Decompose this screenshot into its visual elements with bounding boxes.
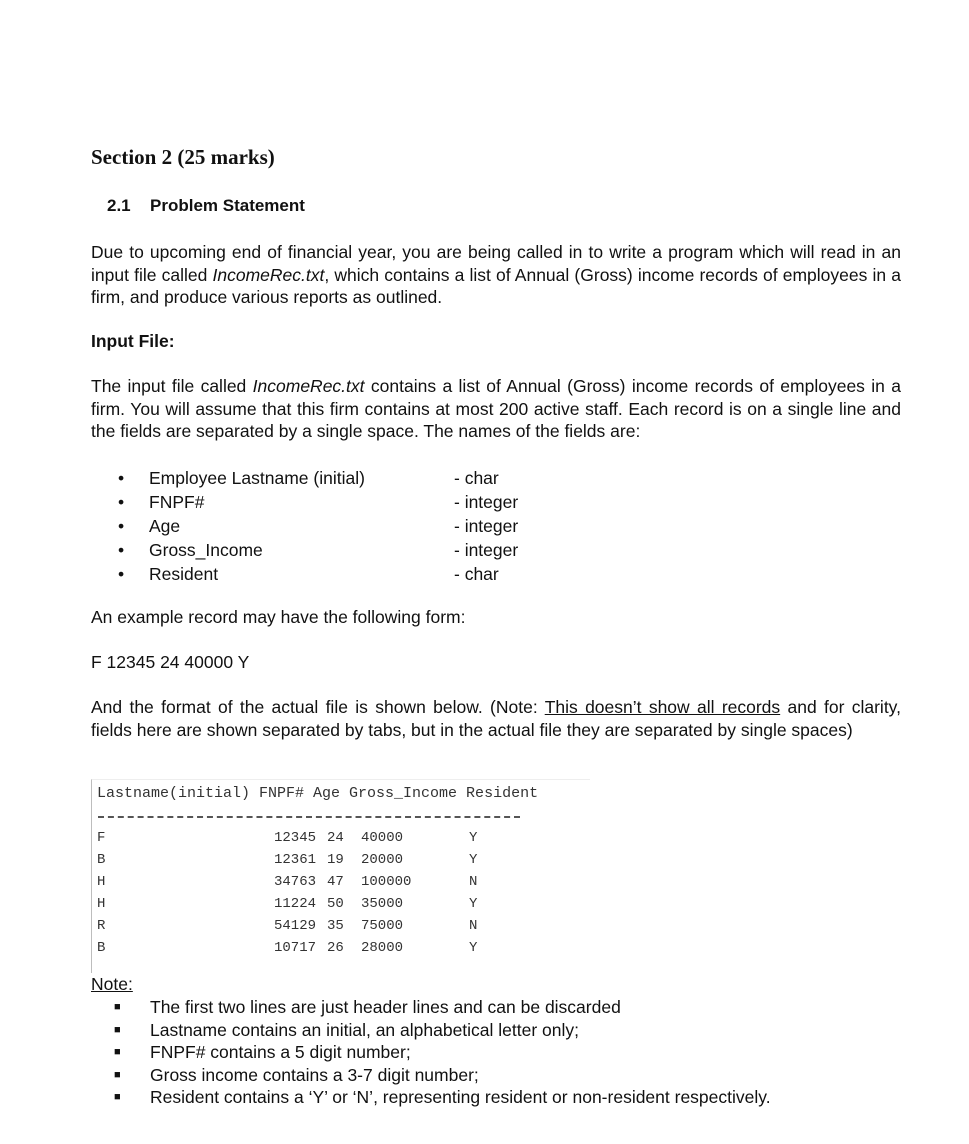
field-list <box>118 466 518 586</box>
field-name: Resident <box>149 564 219 584</box>
subsection-title <box>107 196 305 216</box>
cell-age: 50 <box>327 896 344 912</box>
format-text-before: And the format of the actual file is shown below. (Note: <box>91 697 545 717</box>
note-label: Note: <box>91 974 133 994</box>
bullet-icon: • <box>118 516 125 536</box>
table-row <box>92 940 590 962</box>
note-text: FNPF# contains a 5 digit number; <box>150 1042 411 1062</box>
cell-gross: 28000 <box>361 940 404 956</box>
note-text: Gross income contains a 3-7 digit number; <box>150 1064 479 1085</box>
cell-fnpf: 54129 <box>274 918 317 934</box>
note-text: The first two lines are just header lines and can be discarded <box>150 997 621 1017</box>
list-item <box>114 1086 771 1109</box>
cell-lastname: B <box>97 940 106 956</box>
note-text: Lastname contains an initial, an alphabetical letter only; <box>150 1019 580 1040</box>
cell-resident: Y <box>469 852 478 868</box>
subsection-label: Problem Statement <box>150 196 305 215</box>
intro-text-after: , which contains a list of Annual (Gross) income records of employees in a firm, and produce various reports as outlined. <box>91 264 901 307</box>
table-row <box>92 896 590 918</box>
cell-lastname: H <box>97 874 106 890</box>
table-row <box>92 874 590 896</box>
table-row <box>92 852 590 874</box>
cell-lastname: B <box>97 852 106 868</box>
list-item <box>114 1064 771 1087</box>
square-bullet-icon: ■ <box>114 1001 121 1013</box>
field-type: - char <box>454 468 499 488</box>
intro-text-before: Due to upcoming end of financial year, you are being called in to write a program which will read in an input file called <box>91 242 901 285</box>
file-sample-box <box>91 779 590 973</box>
list-item <box>114 1041 771 1064</box>
example-intro: An example record may have the following form: <box>91 607 466 627</box>
cell-gross: 35000 <box>361 896 404 912</box>
input-file-paragraph <box>91 375 901 443</box>
input-text-before: The input file called <box>91 376 253 396</box>
field-name: Age <box>149 516 181 536</box>
cell-age: 19 <box>327 852 344 868</box>
cell-age: 35 <box>327 918 344 934</box>
cell-gross: 20000 <box>361 852 404 868</box>
bullet-icon: • <box>118 468 125 488</box>
subsection-number: 2.1 <box>107 196 131 215</box>
list-item <box>118 490 518 514</box>
field-type: - integer <box>454 516 519 536</box>
note-text: Resident contains a ‘Y’ or ‘N’, representing resident or non-resident respectively. <box>150 1087 771 1107</box>
cell-resident: Y <box>469 940 478 956</box>
field-name: Employee Lastname (initial) <box>149 468 365 488</box>
input-filename: IncomeRec.txt <box>252 376 365 396</box>
cell-fnpf: 10717 <box>274 940 317 956</box>
square-bullet-icon: ■ <box>114 1046 121 1058</box>
cell-age: 24 <box>327 830 344 846</box>
cell-fnpf: 34763 <box>274 874 317 890</box>
table-row <box>92 918 590 940</box>
list-item <box>118 562 518 586</box>
file-sample-header: Lastname(initial) FNPF# Age Gross_Income Resident <box>97 785 539 802</box>
list-item <box>118 514 518 538</box>
cell-fnpf: 11224 <box>274 896 317 912</box>
cell-resident: Y <box>469 830 478 846</box>
intro-filename: IncomeRec.txt <box>212 264 325 285</box>
format-text-after: and for clarity, fields here are shown separated by tabs, but in the actual file they are separated by single spaces) <box>91 697 901 740</box>
cell-lastname: R <box>97 918 106 934</box>
bullet-icon: • <box>118 492 125 512</box>
square-bullet-icon: ■ <box>114 1068 121 1081</box>
cell-fnpf: 12361 <box>274 852 317 868</box>
cell-fnpf: 12345 <box>274 830 317 846</box>
example-record: F 12345 24 40000 Y <box>91 652 250 672</box>
cell-resident: N <box>469 918 478 934</box>
file-sample-divider <box>98 816 520 818</box>
input-text-after: contains a list of Annual (Gross) income records of employees in a firm. You will assume that this firm contains at most 200 active staff. Each record is on a single line and the fields are separated by a single space. The names of the fields are: <box>91 376 902 441</box>
list-item <box>118 538 518 562</box>
input-file-heading: Input File: <box>91 331 175 351</box>
field-type: - char <box>454 564 499 584</box>
cell-gross: 75000 <box>361 918 404 934</box>
cell-lastname: F <box>97 830 106 846</box>
cell-lastname: H <box>97 896 106 912</box>
list-item <box>114 1019 771 1042</box>
intro-paragraph <box>91 241 901 309</box>
field-name: Gross_Income <box>149 540 263 560</box>
list-item <box>118 466 518 490</box>
bullet-icon: • <box>118 564 125 584</box>
cell-gross: 100000 <box>361 874 412 890</box>
section-title: Section 2 (25 marks) <box>91 145 275 169</box>
cell-resident: Y <box>469 896 478 912</box>
table-row <box>92 830 590 852</box>
cell-age: 26 <box>327 940 344 956</box>
square-bullet-icon: ■ <box>114 1091 121 1103</box>
cell-gross: 40000 <box>361 830 404 846</box>
square-bullet-icon: ■ <box>114 1023 121 1036</box>
cell-resident: N <box>469 874 478 890</box>
format-underlined: This doesn’t show all records <box>544 697 781 717</box>
bullet-icon: • <box>118 540 125 560</box>
field-type: - integer <box>454 492 519 512</box>
field-type: - integer <box>454 540 519 560</box>
list-item <box>114 996 771 1019</box>
format-note-paragraph <box>91 696 901 741</box>
field-name: FNPF# <box>149 492 205 512</box>
cell-age: 47 <box>327 874 344 890</box>
notes-list <box>114 996 771 1109</box>
